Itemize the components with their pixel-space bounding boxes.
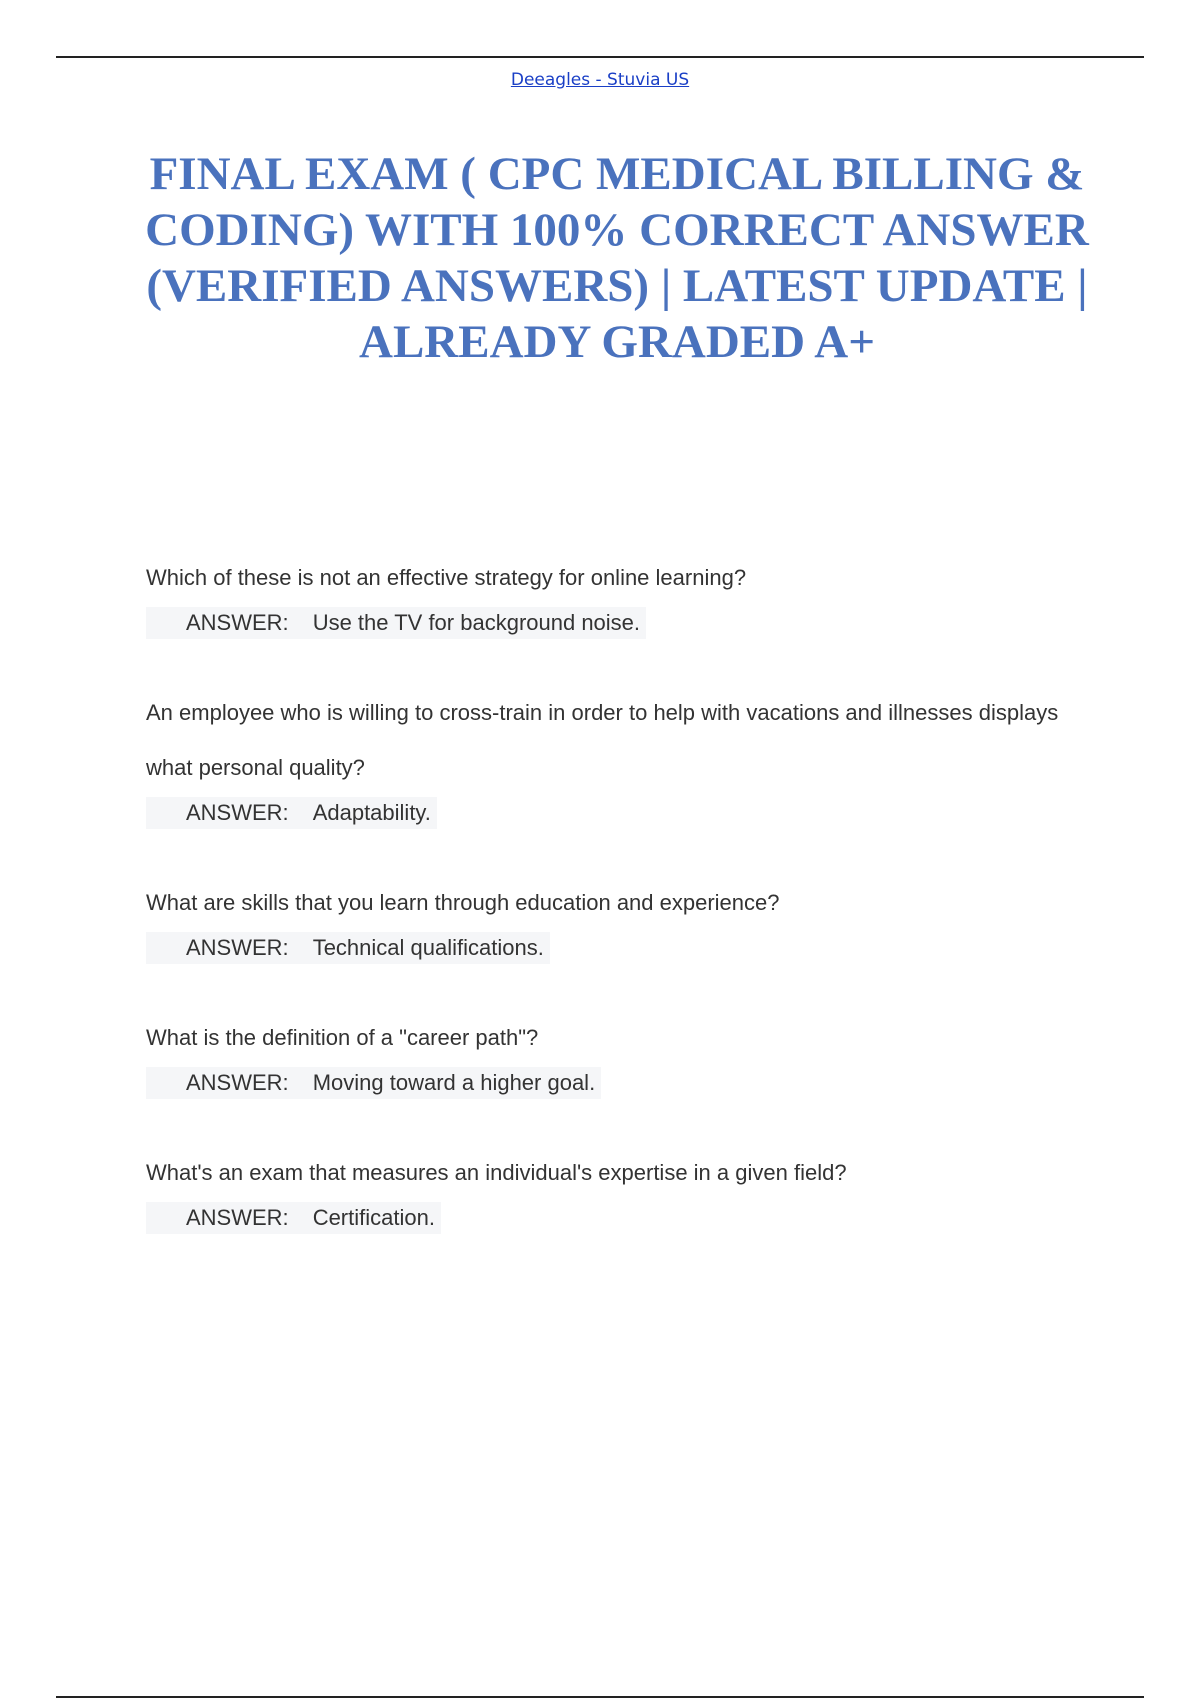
- qa-list: [146, 560, 1086, 1290]
- question-text: What is the definition of a "career path"?: [146, 1025, 539, 1050]
- question-text: What are skills that you learn through education and experience?: [146, 890, 780, 915]
- answer-text: Technical qualifications.: [312, 935, 544, 960]
- answer-row: [146, 1202, 441, 1234]
- answer-label: ANSWER:: [186, 610, 289, 635]
- question-text: Which of these is not an effective strategy for online learning?: [146, 565, 747, 590]
- bottom-rule: [56, 1696, 1144, 1698]
- answer-text: Certification.: [312, 1205, 435, 1230]
- answer-text: Use the TV for background noise.: [312, 610, 641, 635]
- question-text: What's an exam that measures an individual's expertise in a given field?: [146, 1160, 847, 1185]
- qa-item: [146, 550, 1086, 639]
- qa-item: [146, 875, 1086, 964]
- answer-row: [146, 797, 437, 829]
- qa-item: [146, 1145, 1086, 1234]
- answer-text: Moving toward a higher goal.: [312, 1070, 596, 1095]
- answer-text: Adaptability.: [312, 800, 431, 825]
- answer-row: [146, 1067, 601, 1099]
- qa-item: [146, 1010, 1086, 1099]
- answer-label: ANSWER:: [186, 1205, 289, 1230]
- answer-label: ANSWER:: [186, 1070, 289, 1095]
- qa-item: [146, 685, 1086, 829]
- answer-label: ANSWER:: [186, 935, 289, 960]
- document-title: FINAL EXAM ( CPC MEDICAL BILLING & CODING) WITH 100% CORRECT ANSWER (VERIFIED ANSWERS) | LATEST UPDATE | ALREADY GRADED A+: [145, 148, 1089, 368]
- top-rule: [56, 56, 1144, 58]
- answer-row: [146, 932, 550, 964]
- question-text: An employee who is willing to cross-train in order to help with vacations and illnesses displays what personal quality?: [146, 700, 1059, 780]
- answer-row: [146, 607, 646, 639]
- answer-label: ANSWER:: [186, 800, 289, 825]
- source-link[interactable]: Deeagles - Stuvia US: [510, 70, 690, 90]
